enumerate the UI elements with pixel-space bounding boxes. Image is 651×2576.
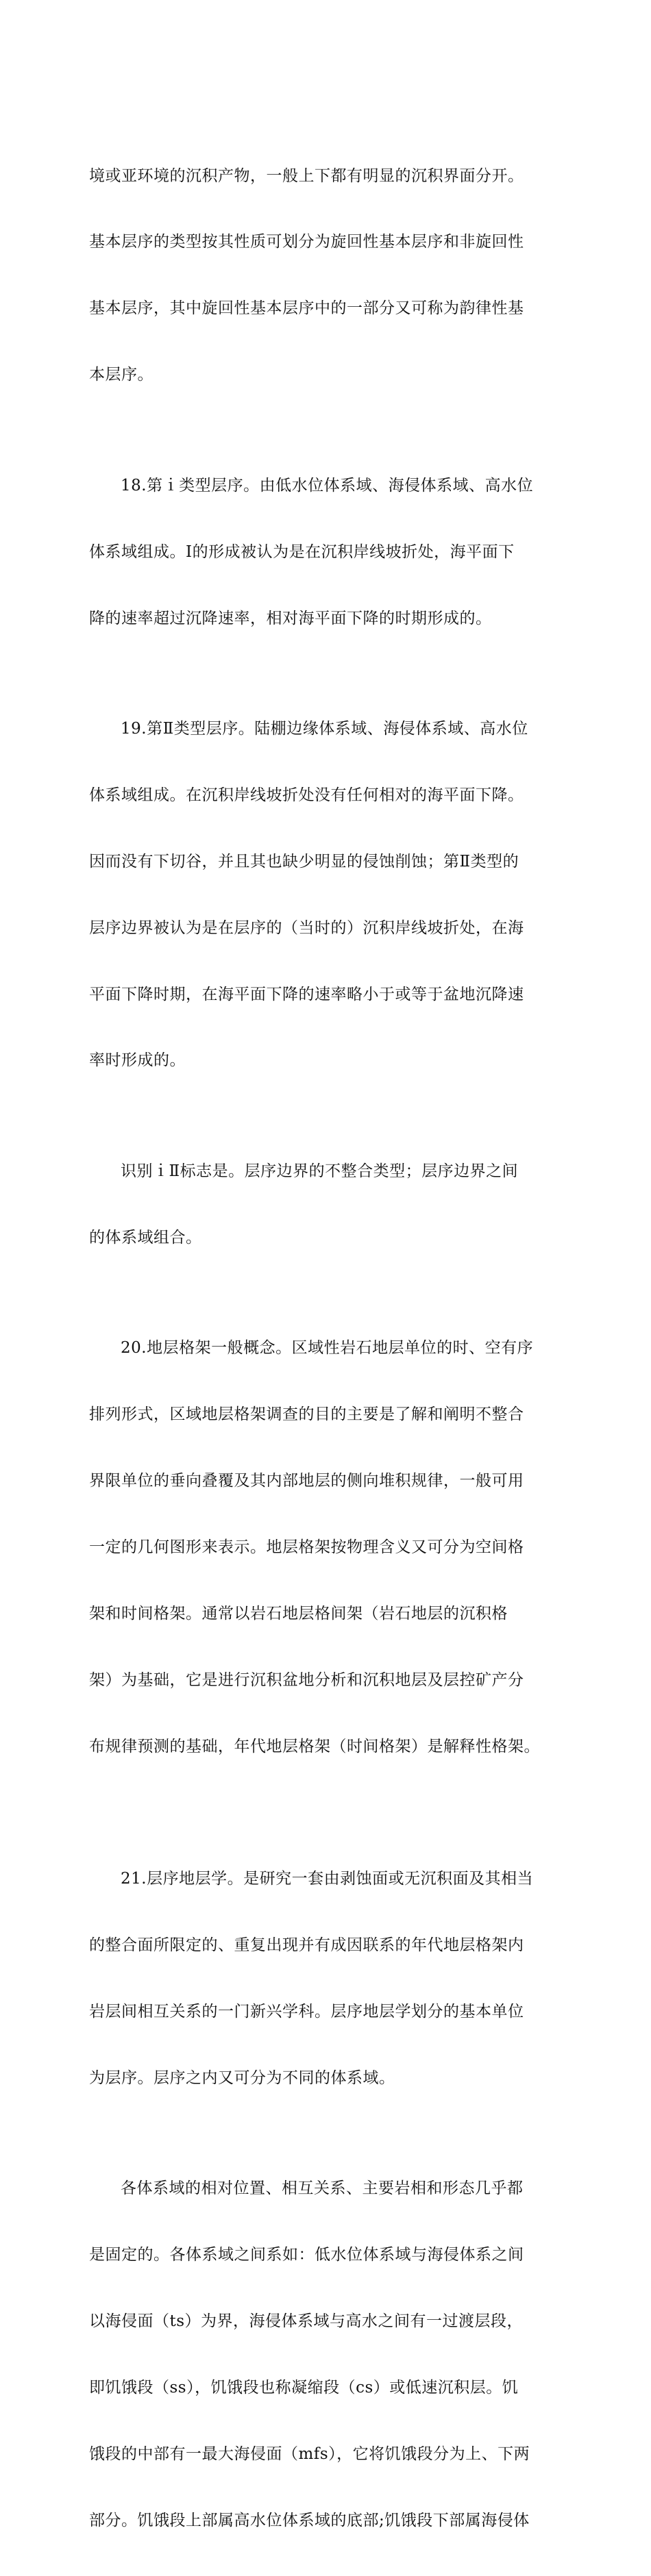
document-body	[89, 121, 572, 2576]
text-line: 是固定的。各体系域之间系如：低水位体系域与海侵体系之间	[89, 2246, 524, 2264]
text-line: 19.第Ⅱ类型层序。陆棚边缘体系域、海侵体系域、高水位	[121, 720, 528, 738]
text-line: 部分。饥饿段上部属高水位体系域的底部;饥饿段下部属海侵体	[89, 2511, 530, 2529]
text-line: 的体系域组合。	[89, 1228, 202, 1247]
text-line: 即饥饿段（ss），饥饿段也称凝缩段（cs）或低速沉积层。饥	[89, 2378, 519, 2397]
text-line: 各体系域的相对位置、相互关系、主要岩相和形态几乎都	[121, 2179, 524, 2198]
text-line: 的整合面所限定的、重复出现并有成因联系的年代地层格架内	[89, 1936, 524, 1955]
text-line: 架）为基础，它是进行沉积盆地分析和沉积地层及层控矿产分	[89, 1671, 524, 1689]
paragraph-gap	[89, 1802, 572, 1824]
text-line: 降的速率超过沉降速率，相对海平面下降的时期形成的。	[89, 609, 492, 627]
text-line: 因而没有下切谷，并且其也缺少明显的侵蚀削蚀；第Ⅱ类型的	[89, 852, 519, 871]
text-line: 率时形成的。	[89, 1051, 186, 1070]
text-line: 层序边界被认为是在层序的（当时的）沉积岸线坡折处，在海	[89, 918, 524, 937]
text-line: 布规律预测的基础，年代地层格架（时间格架）是解释性格架。	[89, 1737, 540, 1755]
paragraph-basic-sequence	[89, 121, 572, 430]
text-line: 基本层序的类型按其性质可划分为旋回性基本层序和非旋回性	[89, 233, 524, 251]
text-line: 排列形式，区域地层格架调查的目的主要是了解和阐明不整合	[89, 1405, 524, 1424]
paragraph-18	[89, 430, 572, 673]
text-line: 21.层序地层学。是研究一套由剥蚀面或无沉积面及其相当	[121, 1870, 534, 1888]
text-line: 体系域组成。Ⅰ的形成被认为是在沉积岸线坡折处，海平面下	[89, 542, 515, 561]
paragraph-identification	[89, 1116, 572, 1292]
paragraph-20	[89, 1293, 572, 1802]
text-line: 为层序。层序之内又可分为不同的体系域。	[89, 2068, 395, 2087]
paragraph-21	[89, 1824, 572, 2134]
text-line: 一定的几何图形来表示。地层格架按物理含义又可分为空间格	[89, 1538, 524, 1556]
text-line: 岩层间相互关系的一门新兴学科。层序地层学划分的基本单位	[89, 2002, 524, 2021]
text-line: 饿段的中部有一最大海侵面（mfs），它将饥饿段分为上、下两	[89, 2444, 530, 2463]
text-line: 界限单位的垂向叠覆及其内部地层的侧向堆积规律，一般可用	[89, 1472, 524, 1490]
text-line: 体系域组成。在沉积岸线坡折处没有任何相对的海平面下降。	[89, 786, 524, 804]
text-line: 20.地层格架一般概念。区域性岩石地层单位的时、空有序	[121, 1339, 534, 1358]
text-line: 平面下降时期，在海平面下降的速率略小于或等于盆地沉降速	[89, 985, 524, 1003]
paragraph-systems-tracts	[89, 2134, 572, 2576]
text-line: 18.第ｉ类型层序。由低水位体系域、海侵体系域、高水位	[121, 476, 534, 495]
paragraph-19	[89, 673, 572, 1116]
text-line: 本层序。	[89, 366, 153, 384]
text-line: 识别ｉⅡ标志是。层序边界的不整合类型；层序边界之间	[121, 1162, 519, 1180]
text-line: 基本层序，其中旋回性基本层序中的一部分又可称为韵律性基	[89, 299, 524, 318]
text-line: 架和时间格架。通常以岩石地层格间架（岩石地层的沉积格	[89, 1604, 508, 1623]
text-line: 境或亚环境的沉积产物，一般上下都有明显的沉积界面分开。	[89, 166, 524, 185]
text-line: 以海侵面（ts）为界，海侵体系域与高水之间有一过渡层段，	[89, 2312, 524, 2331]
